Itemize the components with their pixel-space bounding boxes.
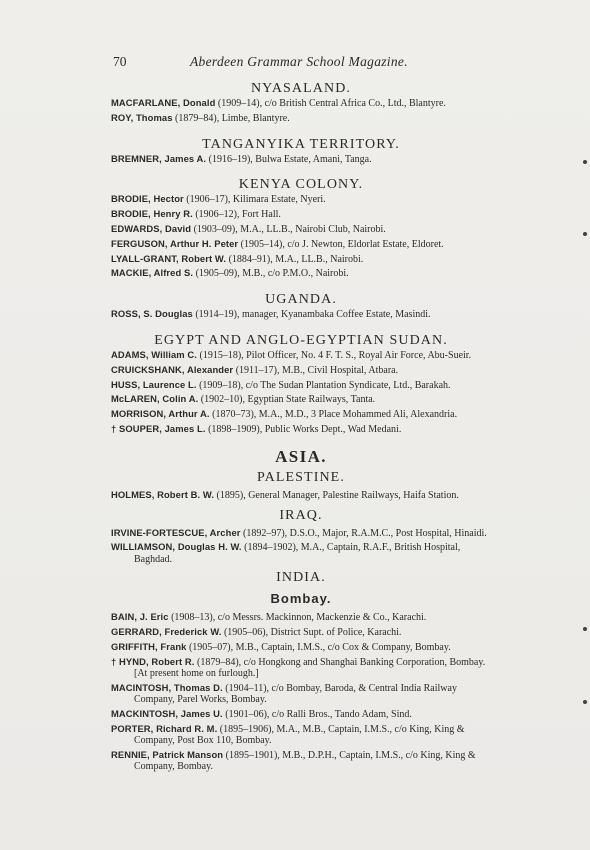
entry-details: (1905–09), M.B., c/o P.M.O., Nairobi. [193,268,349,280]
entry-details: (1895–1906), M.A., M.B., Captain, I.M.S., c/o King, King & Company, Post Box 110, Bombay. [134,723,465,746]
subheading-bombay: Bombay. [270,591,332,607]
entry [111,489,491,501]
entry-details: (1879–84), c/o Hongkong and Shanghai Banking Corporation, Bombay. [At present home on furlough.] [134,656,486,679]
entry-name: McLAREN, Colin A. [111,393,199,405]
entry [111,611,491,623]
entry-name: GERRARD, Frederick W. [111,626,222,638]
entry [111,393,491,405]
entry-name: MACKINTOSH, James U. [111,707,223,719]
entry-name: BRODIE, Hector [111,193,184,205]
entry-name: MACKIE, Alfred S. [111,267,194,279]
entry-details: (1903–09), M.A., LL.B., Nairobi Club, Nairobi. [191,223,386,235]
entry-name: ROY, Thomas [111,111,173,123]
entry-details: (1915–18), Pilot Officer, No. 4 F. T. S., Royal Air Force, Abu-Sueir. [197,349,472,361]
margin-speck [583,232,587,236]
entry [111,626,491,638]
entry-details: (1884–91), M.A., LL.B., Nairobi. [226,253,364,265]
entry-details: (1909–18), c/o The Sudan Plantation Syndicate, Ltd., Barakah. [196,379,451,391]
entry-details: (1906–12), Fort Hall. [192,209,281,221]
entry [111,682,491,705]
entry-details: (1911–17), M.B., Civil Hospital, Atbara. [233,364,399,376]
entry [111,349,491,361]
entry-name: EDWARDS, David [111,222,192,234]
magazine-title: Aberdeen Grammar School Magazine. [190,54,408,69]
margin-speck [583,160,587,164]
entry-name: BAIN, J. Eric [111,611,169,623]
entry [111,308,491,320]
entry-details: (1916–19), Bulwa Estate, Amani, Tanga. [206,153,372,165]
entry [111,267,491,279]
page-number: 70 [113,54,127,69]
entry-name: MACFARLANE, Donald [111,97,216,108]
entry [111,364,491,376]
entry [111,408,491,420]
entry-details: (1895–1901), M.B., D.P.H., Captain, I.M.S., c/o King, King & Company, Bombay. [134,749,476,772]
entry [111,423,491,435]
entry-details: (1905–07), M.B., Captain, I.M.S., c/o Cox & Company, Bombay. [186,641,451,653]
entry-name: BREMNER, James A. [111,152,207,164]
entry-name: WILLIAMSON, Douglas H. W. [111,541,242,553]
entry-details: (1906–17), Kilimara Estate, Nyeri. [183,194,326,206]
entry-name: HOLMES, Robert B. W. [111,488,215,500]
entry [111,708,491,720]
entry [111,656,491,679]
entry-name: FERGUSON, Arthur H. Peter [111,237,239,249]
continent-heading-asia: ASIA. [275,446,327,466]
entry-name: CRUICKSHANK, Alexander [111,363,234,375]
entry-name: MACINTOSH, Thomas D. [111,681,223,693]
entry-details: (1902–10), Egyptian State Railways, Tanta. [198,394,376,406]
entry-details: (1908–13), c/o Messrs. Mackinnon, Mackenzie & Co., Karachi. [168,612,427,624]
entry-details: (1870–73), M.A., M.D., 3 Place Mohammed Ali, Alexandria. [209,409,458,421]
entry-details: (1895), General Manager, Palestine Railways, Haifa Station. [214,489,459,501]
entry [111,641,491,653]
margin-speck [583,700,587,704]
section-heading-kenya: KENYA COLONY. [238,177,364,193]
entry-name: LYALL-GRANT, Robert W. [111,252,227,264]
entry-name: † SOUPER, James L. [111,422,206,434]
entry [111,193,491,205]
entry-name: IRVINE-FORTESCUE, Archer [111,526,241,538]
entry-name: † HYND, Robert R. [111,655,195,667]
entry-name: GRIFFITH, Frank [111,640,187,652]
entry-name: ROSS, S. Douglas [111,308,193,320]
entry-name: HUSS, Laurence L. [111,378,197,390]
entry-name: BRODIE, Henry R. [111,208,193,220]
section-heading-india: INDIA. [276,570,326,586]
section-heading-egypt-sudan: EGYPT AND ANGLO-EGYPTIAN SUDAN. [154,332,448,348]
section-heading-uganda: UGANDA. [265,292,337,308]
entry [111,223,491,235]
entry-name: PORTER, Richard R. M. [111,722,218,734]
entry-details: (1914–19), manager, Kyanambaka Coffee Estate, Masindi. [192,309,431,321]
entry [111,379,491,391]
entry-details: (1879–84), Limbe, Blantyre. [172,112,290,124]
directory-content [111,80,491,775]
section-heading-tanganyika: TANGANYIKA TERRITORY. [202,136,400,152]
entry-details: (1909–14), c/o British Central Africa Co., Ltd., Blantyre. [215,98,446,109]
entry-name: RENNIE, Patrick Manson [111,748,224,760]
entry-name: ADAMS, William C. [111,348,197,360]
section-heading-palestine: PALESTINE. [257,469,345,485]
entry [111,723,491,746]
entry [111,749,491,772]
entry [111,153,491,165]
entry-details: (1901–06), c/o Ralli Bros., Tando Adam, Sind. [222,708,412,720]
entry-name: MORRISON, Arthur A. [111,408,210,420]
entry-details: (1905–06), District Supt. of Police, Karachi. [221,627,402,639]
entry-details: (1898–1909), Public Works Dept., Wad Medani. [205,423,402,435]
entry [111,112,491,124]
entry [111,97,491,109]
entry [111,253,491,265]
entry [111,238,491,250]
entry [111,527,491,539]
section-heading-nyasaland: NYASALAND. [250,81,352,96]
entry-details: (1904–11), c/o Bombay, Baroda, & Central India Railway Company, Parel Works, Bombay. [134,682,457,705]
margin-speck [583,627,587,631]
entry-details: (1894–1902), M.A., Captain, R.A.F., British Hospital, Baghdad. [134,542,461,565]
entry-details: (1892–97), D.S.O., Major, R.A.M.C., Post Hospital, Hinaidi. [240,527,487,539]
section-heading-iraq: IRAQ. [279,507,323,523]
entry-details: (1905–14), c/o J. Newton, Eldorlat Estate, Eldoret. [238,238,444,250]
entry [111,208,491,220]
entry [111,541,491,564]
